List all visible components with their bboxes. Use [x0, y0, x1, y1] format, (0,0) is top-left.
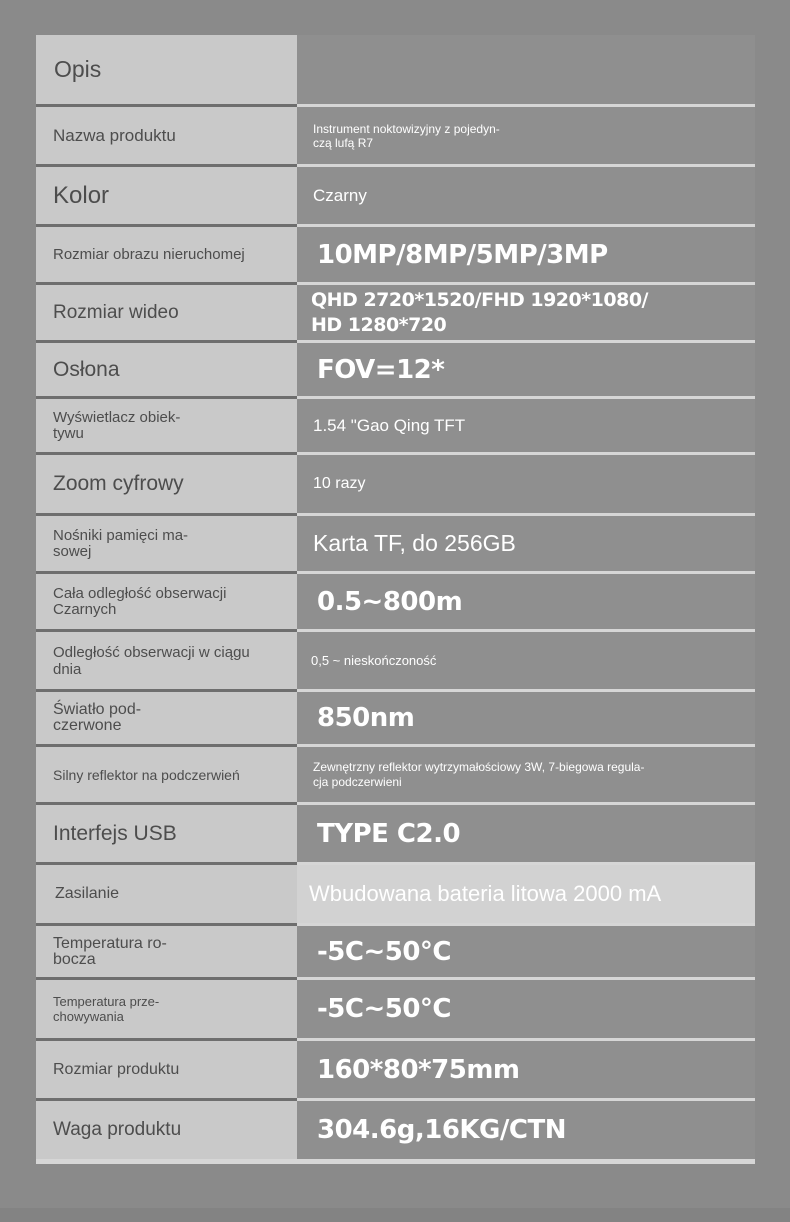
spec-label: Rozmiar wideo [36, 285, 297, 340]
spec-value: QHD 2720*1520/FHD 1920*1080/ HD 1280*720 [297, 285, 755, 340]
row-divider [36, 923, 297, 926]
row-divider [36, 862, 297, 865]
spec-row-storage [36, 516, 755, 571]
spec-value: 10 razy [297, 455, 755, 513]
spec-label: Cała odległość obserwacji Czarnych [36, 574, 297, 629]
spec-value: -5C~50°C [297, 926, 755, 977]
row-divider [36, 340, 297, 343]
spec-label: Rozmiar produktu [36, 1041, 297, 1098]
spec-value: 0.5~800m [297, 574, 755, 629]
spec-row-ir-reflector [36, 747, 755, 802]
row-divider [36, 744, 297, 747]
row-divider [36, 571, 297, 574]
spec-value: TYPE C2.0 [297, 805, 755, 862]
spec-table [36, 35, 755, 1164]
row-divider [36, 977, 297, 980]
spec-row-power [36, 865, 755, 923]
spec-label: Kolor [36, 167, 297, 224]
spec-row-day-distance [36, 632, 755, 689]
spec-row-digital-zoom [36, 455, 755, 513]
row-divider [36, 802, 297, 805]
spec-label: Silny reflektor na podczerwień [36, 747, 297, 802]
spec-row-night-distance [36, 574, 755, 629]
spec-value: 10MP/8MP/5MP/3MP [297, 227, 755, 282]
row-divider [36, 396, 297, 399]
spec-label: Temperatura ro- bocza [36, 926, 297, 977]
spec-label: Interfejs USB [36, 805, 297, 862]
spec-label: Odległość obserwacji w ciągu dnia [36, 632, 297, 689]
spec-row-photo-size [36, 227, 755, 282]
spec-row-product-name [36, 107, 755, 164]
spec-row-product-size [36, 1041, 755, 1098]
spec-label: Zasilanie [36, 865, 297, 923]
spec-row-cover [36, 343, 755, 396]
spec-row-storage-temp [36, 980, 755, 1038]
row-divider [36, 282, 297, 285]
spec-value: 0,5 ~ nieskończoność [297, 632, 755, 689]
spec-value: FOV=12* [297, 343, 755, 396]
spec-row-infrared [36, 692, 755, 744]
row-divider [36, 689, 297, 692]
row-divider [36, 1098, 297, 1101]
spec-row-color [36, 167, 755, 224]
spec-row-operating-temp [36, 926, 755, 977]
row-divider [36, 1038, 297, 1041]
spec-row-usb [36, 805, 755, 862]
row-divider [36, 224, 297, 227]
spec-value: 1.54 "Gao Qing TFT [297, 399, 755, 452]
spec-label: Temperatura prze- chowywania [36, 980, 297, 1038]
spec-row-weight [36, 1101, 755, 1159]
spec-value: 304.6g,16KG/CTN [297, 1101, 755, 1159]
spec-row-video-size [36, 285, 755, 340]
spec-label: Waga produktu [36, 1101, 297, 1159]
row-divider [36, 452, 297, 455]
spec-label: Rozmiar obrazu nieruchomej [36, 227, 297, 282]
spec-row-display [36, 399, 755, 452]
header-value [297, 35, 755, 104]
spec-label: Osłona [36, 343, 297, 396]
spec-label: Wyświetlacz obiek- tywu [36, 399, 297, 452]
spec-value: 850nm [297, 692, 755, 744]
footer-band [0, 1208, 790, 1222]
row-divider [36, 629, 297, 632]
header-label: Opis [36, 35, 297, 104]
spec-label: Nośniki pamięci ma- sowej [36, 516, 297, 571]
header-row [36, 35, 755, 104]
spec-value: Zewnętrzny reflektor wytrzymałościowy 3W, 7-biegowa regula- cja podczerwieni [297, 747, 755, 802]
spec-value: Czarny [297, 167, 755, 224]
spec-value: Wbudowana bateria litowa 2000 mA [297, 865, 755, 923]
row-divider [36, 164, 297, 167]
spec-value: 160*80*75mm [297, 1041, 755, 1098]
spec-label: Nazwa produktu [36, 107, 297, 164]
spec-value: Instrument noktowizyjny z pojedyn- czą lufą R7 [297, 107, 755, 164]
spec-label: Zoom cyfrowy [36, 455, 297, 513]
row-divider [36, 104, 297, 107]
spec-value: Karta TF, do 256GB [297, 516, 755, 571]
row-divider [36, 513, 297, 516]
spec-value: -5C~50°C [297, 980, 755, 1038]
spec-label: Światło pod- czerwone [36, 692, 297, 744]
